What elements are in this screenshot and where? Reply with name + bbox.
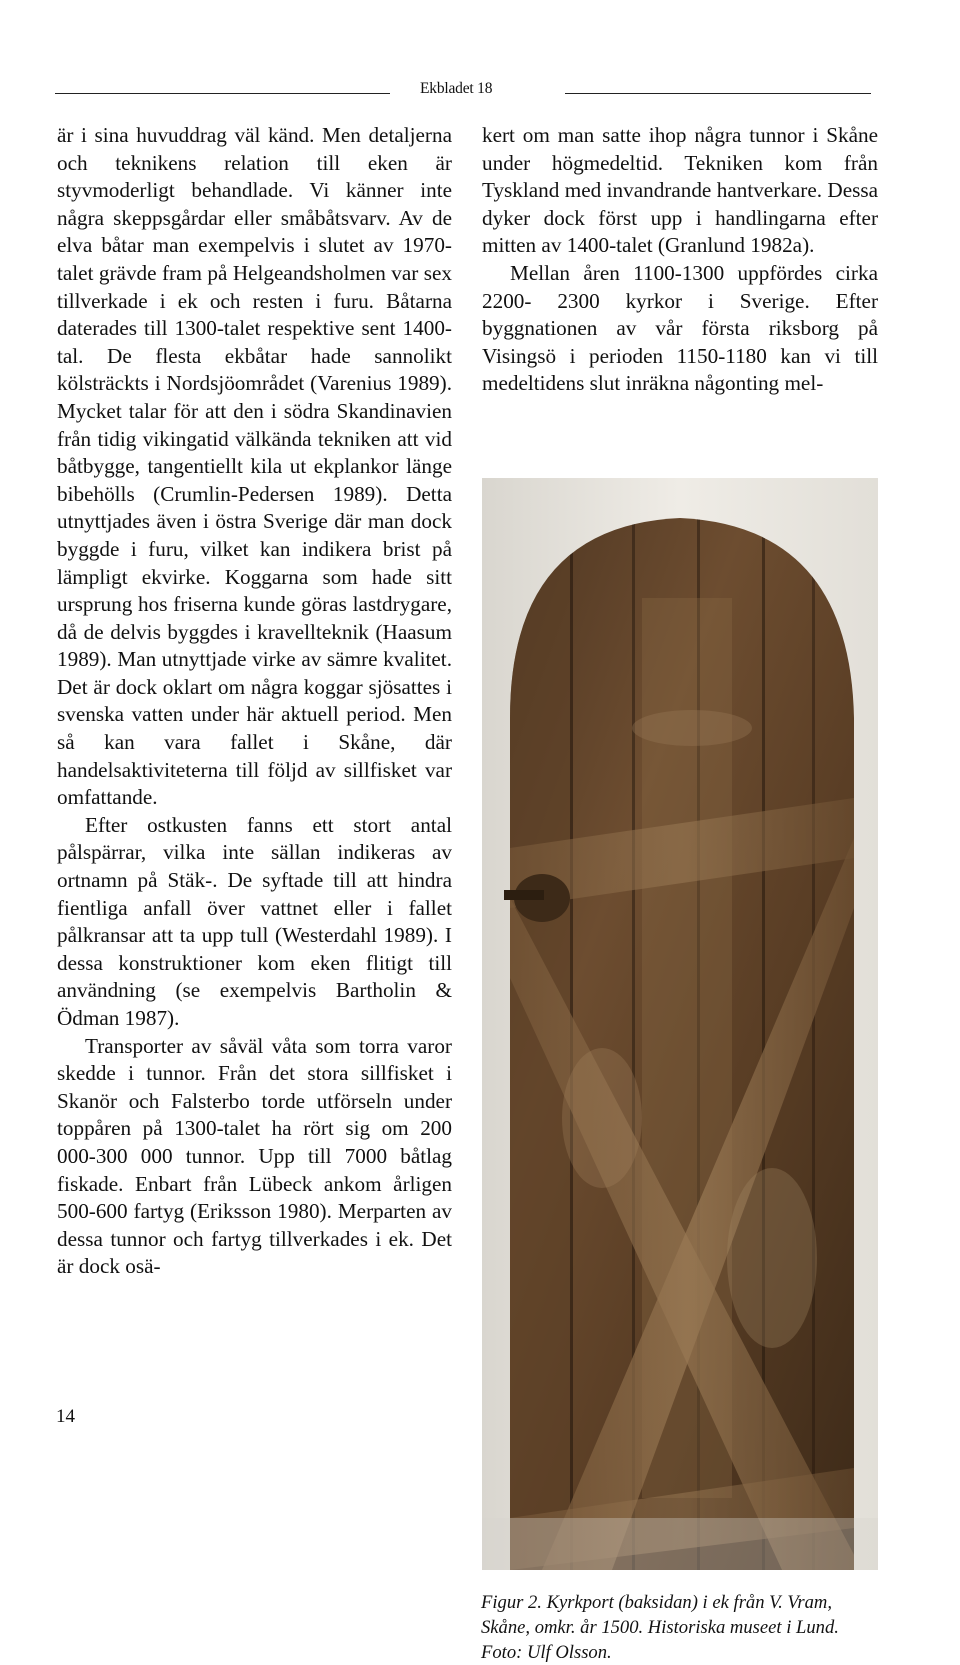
- right-column: [482, 122, 878, 398]
- left-paragraph-1: är i sina huvuddrag väl känd. Men detaljerna och teknikens relation till eken är styvmoderligt behandlade. Vi känner inte några skeppsgårdar eller småbåtsvarv. Av de elva båtar man exempelvis i slutet av 1970-talet grävde fram på Helgeandsholmen var sex tillverkade i ek och resten i furu. Båtarna daterades till 1300-talet respektive sent 1400-tal. De flesta ekbåtar hade sannolikt kölsträckts i Nordsjöområdet (Varenius 1989). Mycket talar för att den i södra Skandinavien från tidig vikingatid välkända tekniken att vid båtbygge, tangentiellt kila ut ekplankor länge bibehölls (Crumlin-Pedersen 1989). Detta utnyttjades även i östra Sverige där man dock byggde i furu, vilket kan indikera brist på lämpligt ekvirke. Koggarna som hade sitt ursprung hos friserna kunde göras lastdrygare, då de delvis byggdes i kravellteknik (Haasum 1989). Man utnyttjade virke av sämre kvalitet. Det är dock oklart om några koggar sjösattes i svenska vatten under här aktuell period. Men så kan vara fallet i Skåne, där handelsaktiviteterna till följd av sillfisket var omfattande.: [57, 123, 452, 810]
- running-title: Ekbladet 18: [420, 80, 493, 97]
- left-paragraph-3: Transporter av såväl våta som torra varor skedde i tunnor. Från det stora sillfisket i Skanör och Falsterbo torde utförseln under toppåren på 1300-talet ha rört sig om 200 000-300 000 tunnor. Upp till 7000 båtlag fiskade. Enbart från Lübeck ankom årligen 500-600 fartyg (Eriksson 1980). Merparten av dessa tunnor och fartyg tillverkades i ek. Det är dock osä-: [57, 1033, 452, 1279]
- figure-caption: Figur 2. Kyrkport (baksidan) i ek från V. Vram, Skåne, omkr. år 1500. Historiska museet i Lund. Foto: Ulf Olsson.: [481, 1592, 839, 1663]
- right-paragraph-1: kert om man satte ihop några tunnor i Skåne under högmedeltid. Tekniken kom från Tyskland med invandrande hantverkare. Dessa dyker dock först upp i handlingarna efter mitten av 1400-talet (Granlund 1982a).: [482, 123, 878, 258]
- figure-photo: [482, 478, 878, 1570]
- right-paragraph-2: Mellan åren 1100-1300 uppfördes cirka 2200- 2300 kyrkor i Sverige. Efter byggnationen av vår första riksborg på Visingsö i perioden 1150-1180 kan vi till medeltidens slut inräkna någonting mel-: [482, 260, 878, 396]
- page-number: 14: [56, 1406, 75, 1427]
- header-rule-right: [565, 93, 871, 94]
- left-paragraph-2: Efter ostkusten fanns ett stort antal pålspärrar, vilka inte sällan indikeras av ortnamn på Stäk-. De syftade till att hindra fientliga anfall över vattnet eller i fallet pålkransar att ta upp tull (Westerdahl 1989). I dessa konstruktioner kom eken flitigt till användning (se exempelvis Bartholin & Ödman 1987).: [57, 812, 452, 1030]
- left-column: [57, 122, 452, 1281]
- header-rule-left: [55, 93, 390, 94]
